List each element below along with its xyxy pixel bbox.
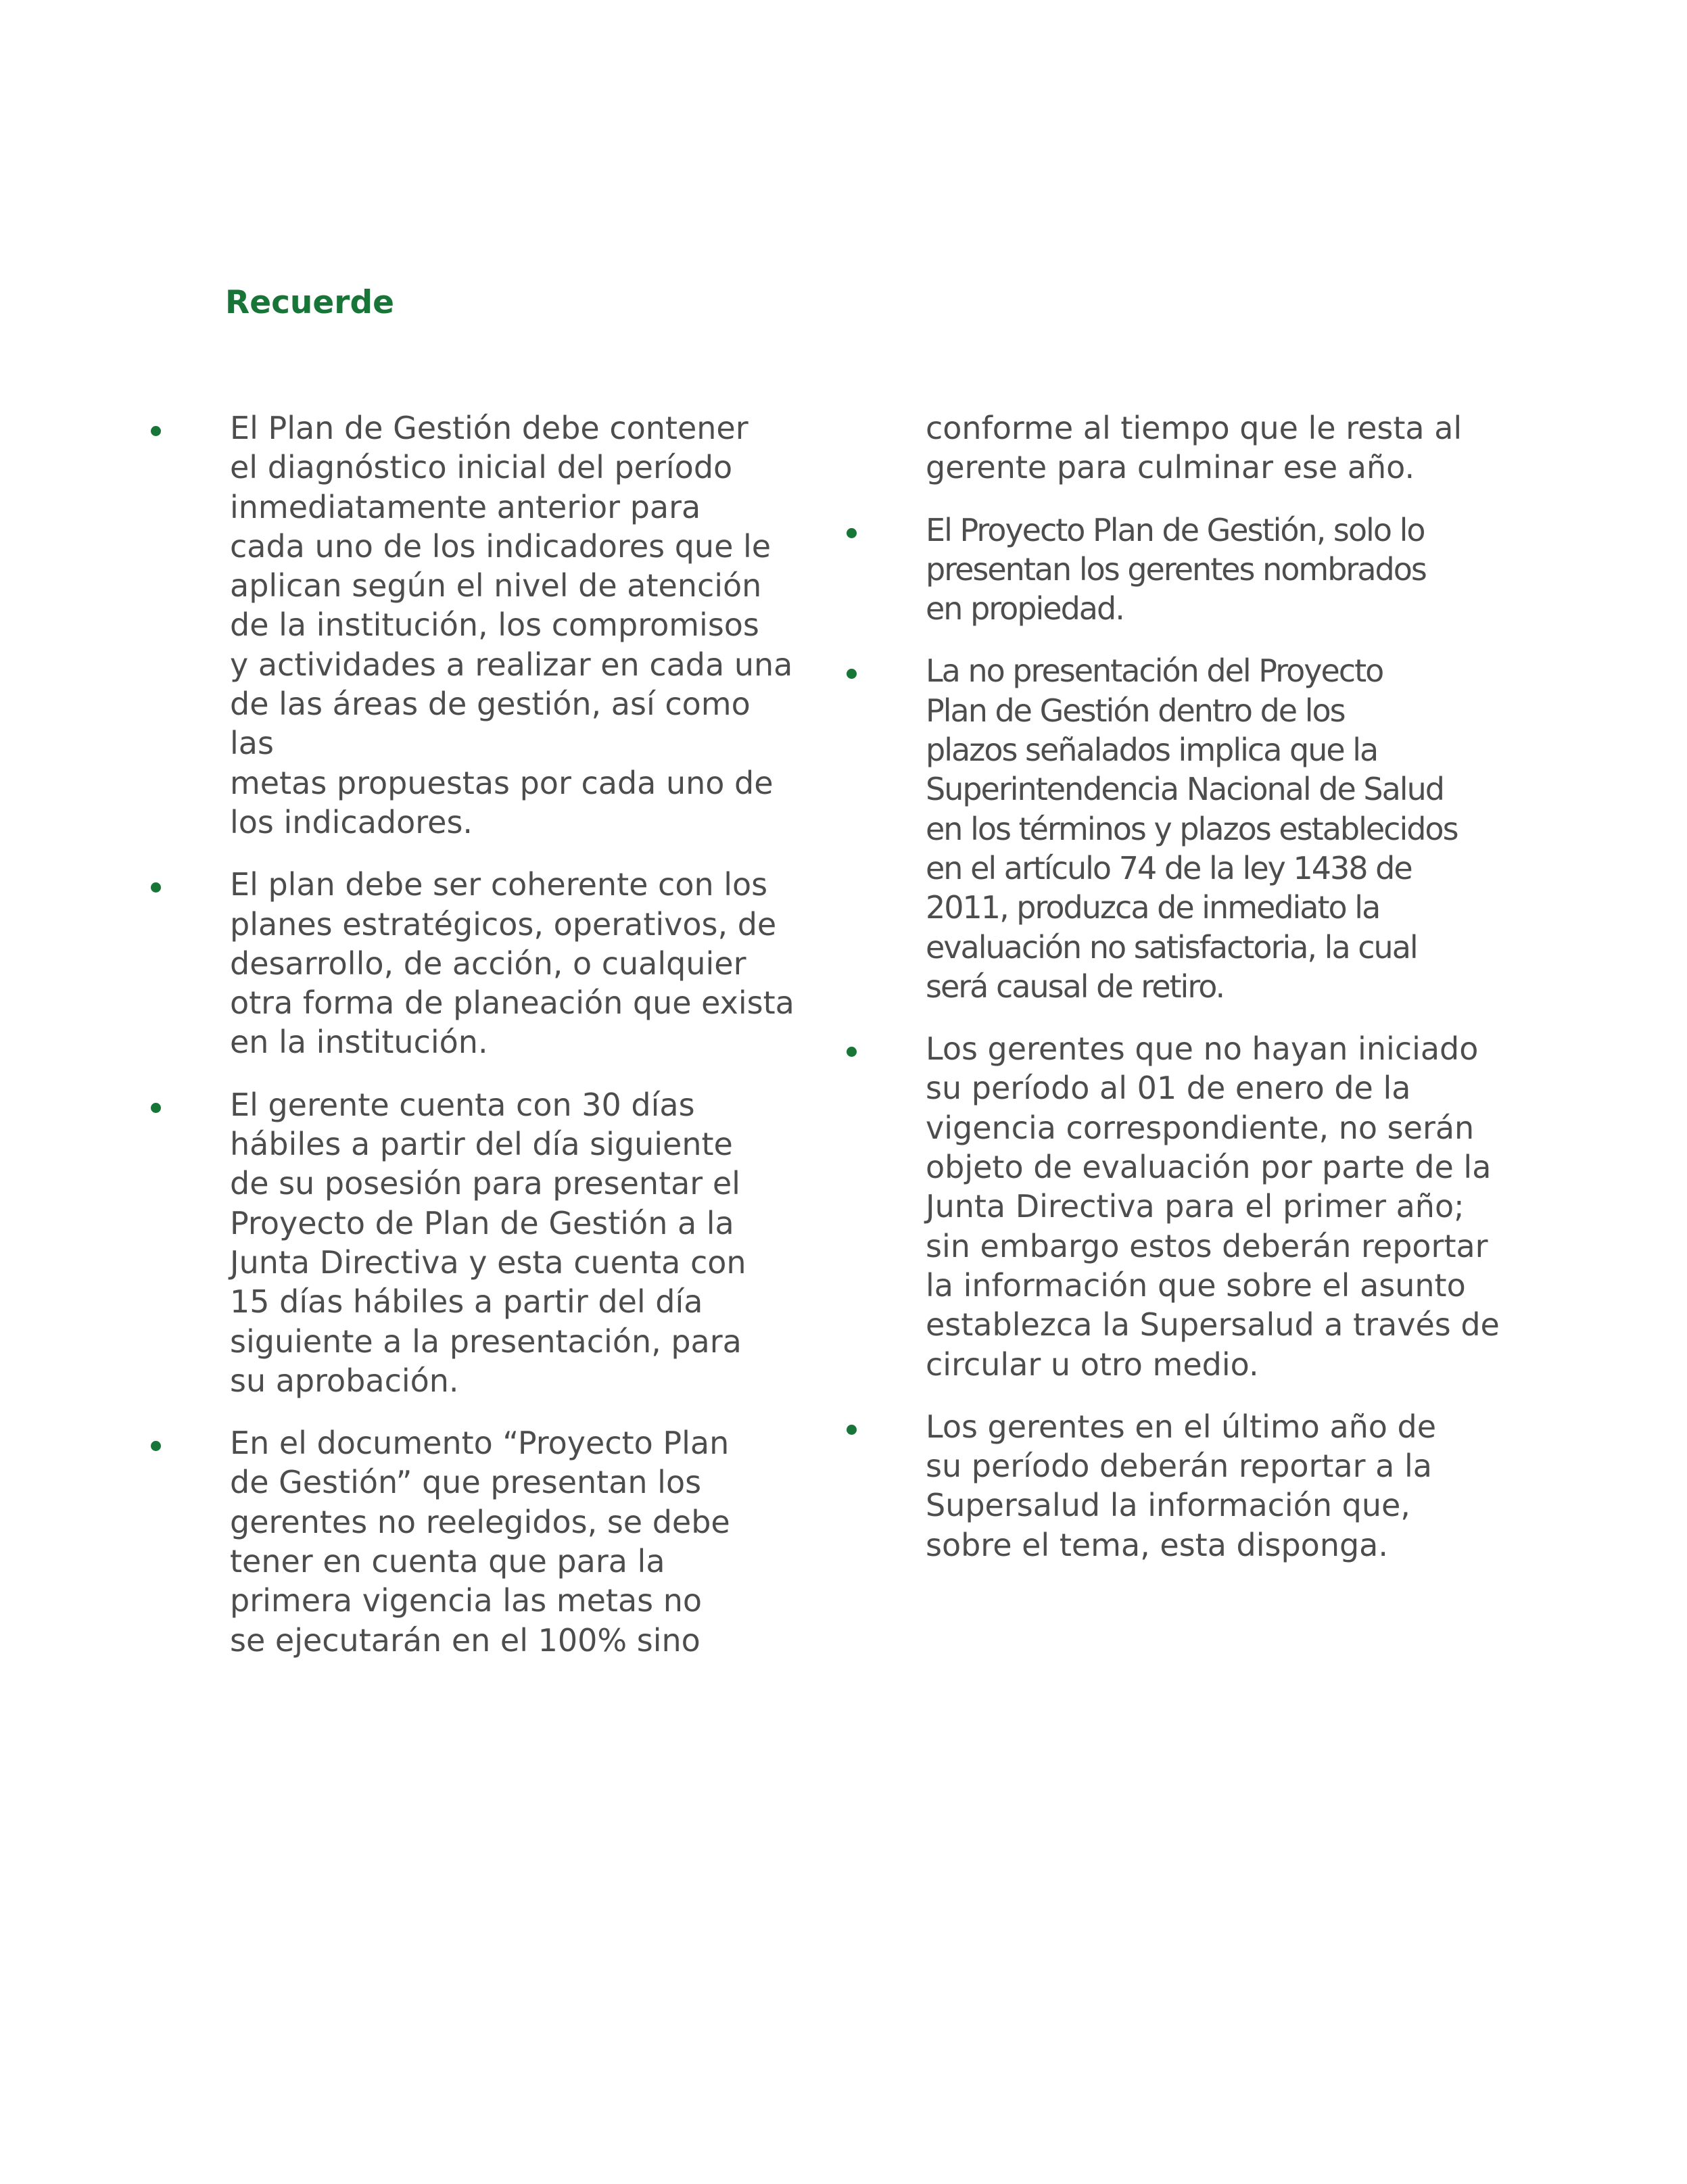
list-item-text: El gerente cuenta con 30 días hábiles a partir del día siguiente de su posesión para presentar el Proyecto de Plan de Gestión a la Junta Directiva y esta cuenta con 15 días hábiles a partir del día siguiente a la presentación, para su aprobación.	[230, 1086, 746, 1399]
bullet-icon	[151, 426, 161, 436]
list-item-text: El plan debe ser coherente con los planes estratégicos, operativos, de desarrollo, de acción, o cualquier otra forma de planeación que exista en la institución.	[230, 866, 794, 1061]
list-item	[145, 408, 794, 842]
bullet-list-right	[841, 511, 1504, 1565]
bullet-icon	[847, 669, 857, 679]
right-column	[841, 408, 1504, 1588]
page-title: Recuerde	[225, 284, 394, 321]
list-item-text: En el documento “Proyecto Plan de Gestión” que presentan los gerentes no reelegidos, se debe tener en cuenta que para la primera vigencia las metas no se ejecutarán en el 100% sino	[230, 1425, 730, 1659]
bullet-icon	[151, 1103, 161, 1113]
continued-text: conforme al tiempo que le resta al gerente para culminar ese año.	[926, 410, 1463, 486]
list-item-text: Los gerentes en el último año de su período deberán reportar a la Supersalud la información que, sobre el tema, esta disponga.	[926, 1408, 1437, 1563]
list-item-text: La no presentación del Proyecto Plan de Gestión dentro de los plazos señalados implica que la Superintendencia Nacional de Salud en los términos y plazos establecidos en el artículo 74 de la ley 1438 de 2011, produzca de inmediato la evaluación no satisfactoria, la cual será causal de retiro.	[926, 652, 1458, 1005]
bullet-icon	[847, 1047, 857, 1057]
list-item	[841, 511, 1504, 629]
bullet-list-left	[145, 408, 794, 1660]
list-item-text: Los gerentes que no hayan iniciado su período al 01 de enero de la vigencia correspondiente, no serán objeto de evaluación por parte de la Junta Directiva para el primer año; sin embargo estos deberán reportar la información que sobre el asunto establezca la Supersalud a través de circular u otro medio.	[926, 1030, 1500, 1383]
list-item-text: El Plan de Gestión debe contener el diagnóstico inicial del período inmediatamente anterior para cada uno de los indicadores que le aplican según el nivel de atención de la institución, los compromisos y actividades a realizar en cada una de las áreas de gestión, así como las metas propuestas por cada uno de los indicadores.	[230, 410, 793, 840]
list-item	[145, 1085, 794, 1400]
bullet-icon	[151, 1441, 161, 1451]
list-item	[145, 1423, 794, 1660]
list-item-text: El Proyecto Plan de Gestión, solo lo presentan los gerentes nombrados en propiedad.	[926, 511, 1426, 627]
list-item	[841, 1029, 1504, 1384]
bullet-icon	[151, 882, 161, 893]
list-item	[841, 1407, 1504, 1565]
bullet-icon	[847, 528, 857, 538]
left-column	[145, 408, 794, 1683]
list-item	[145, 865, 794, 1062]
list-item	[841, 651, 1504, 1006]
bullet-icon	[847, 1425, 857, 1435]
